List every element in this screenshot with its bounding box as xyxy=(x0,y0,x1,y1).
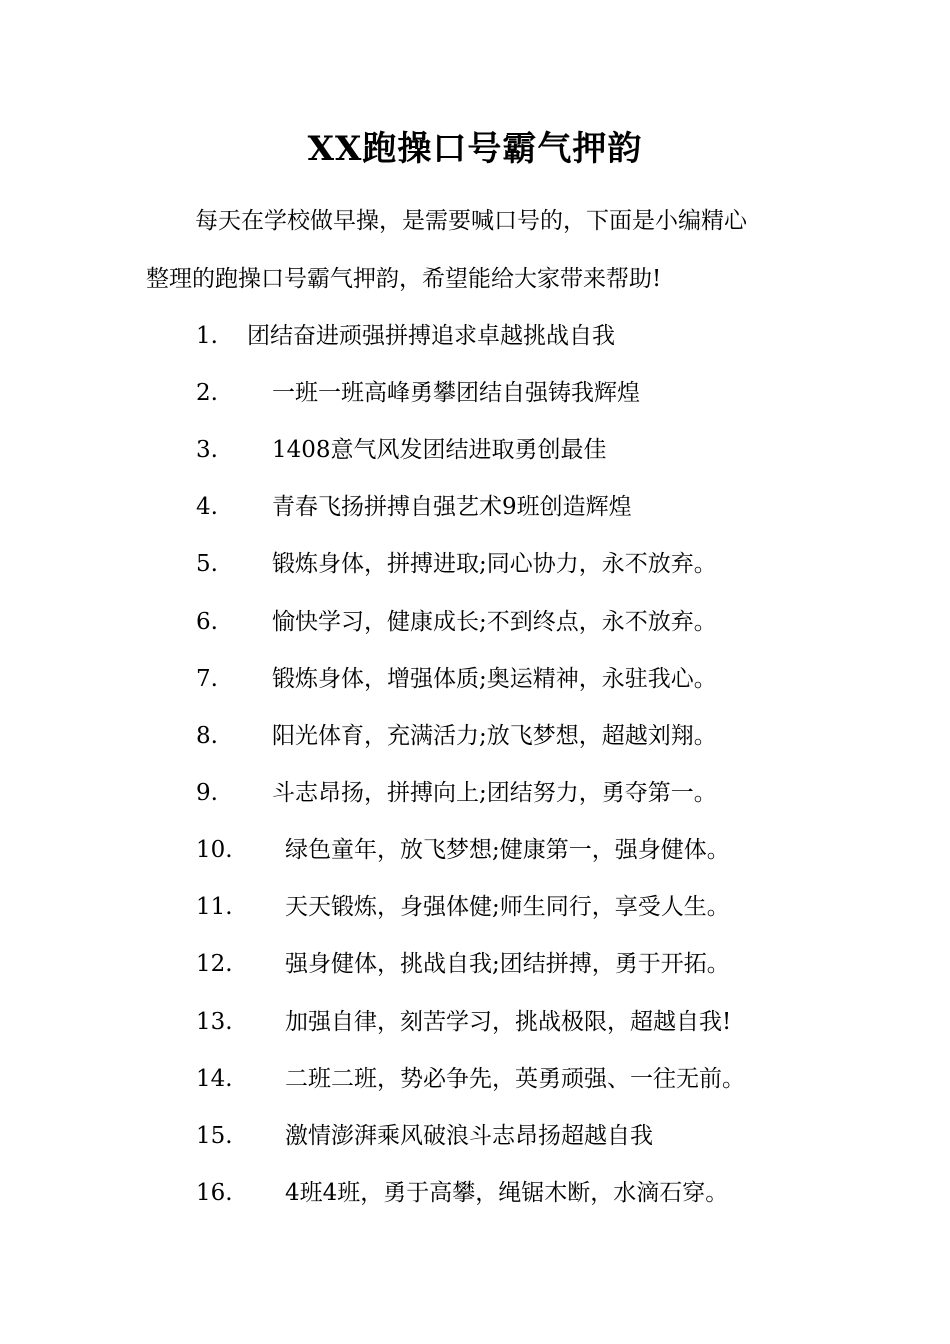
list-item-number: 2. xyxy=(196,380,218,406)
list-item xyxy=(0,1177,950,1209)
list-item xyxy=(0,663,950,695)
list-item xyxy=(0,491,950,523)
list-item-number: 11. xyxy=(196,894,233,920)
list-item xyxy=(0,377,950,409)
list-item-text: 1408意气风发团结进取勇创最佳 xyxy=(272,437,607,463)
list-item-text: 锻炼身体，增强体质;奥运精神，永驻我心。 xyxy=(272,666,717,692)
list-item-text: 加强自律，刻苦学习，挑战极限，超越自我! xyxy=(285,1009,732,1035)
intro-line-2: 整理的跑操口号霸气押韵，希望能给大家带来帮助! xyxy=(146,266,662,292)
list-item-text: 天天锻炼，身强体健;师生同行，享受人生。 xyxy=(285,894,730,920)
list-item-number: 5. xyxy=(196,551,218,577)
list-item xyxy=(0,1120,950,1152)
list-item-number: 3. xyxy=(196,437,218,463)
list-item xyxy=(0,891,950,923)
list-item-number: 9. xyxy=(196,780,218,806)
list-item xyxy=(0,606,950,638)
list-item xyxy=(0,777,950,809)
list-item-text: 激情澎湃乘风破浪斗志昂扬超越自我 xyxy=(285,1123,653,1149)
list-item-text: 愉快学习，健康成长;不到终点，永不放弃。 xyxy=(272,609,717,635)
list-item-text: 锻炼身体，拼搏进取;同心协力，永不放弃。 xyxy=(272,551,717,577)
list-item-number: 10. xyxy=(196,837,233,863)
list-item xyxy=(0,1063,950,1095)
list-item-number: 16. xyxy=(196,1180,233,1206)
list-item xyxy=(0,1006,950,1038)
list-item-number: 1. xyxy=(196,323,218,349)
list-item xyxy=(0,434,950,466)
list-item-text: 绿色童年，放飞梦想;健康第一，强身健体。 xyxy=(285,837,730,863)
list-item-text: 青春飞扬拼搏自强艺术9班创造辉煌 xyxy=(272,494,632,520)
list-item-text: 阳光体育，充满活力;放飞梦想，超越刘翔。 xyxy=(272,723,717,749)
list-item-number: 7. xyxy=(196,666,218,692)
list-item xyxy=(0,548,950,580)
list-item-text: 斗志昂扬，拼搏向上;团结努力，勇夺第一。 xyxy=(272,780,717,806)
list-item-number: 4. xyxy=(196,494,218,520)
document-title: XX跑操口号霸气押韵 xyxy=(307,129,643,169)
list-item-text: 强身健体，挑战自我;团结拼搏，勇于开拓。 xyxy=(285,951,730,977)
list-item-text: 4班4班，勇于高攀，绳锯木断，水滴石穿。 xyxy=(285,1180,729,1206)
intro-line-1: 每天在学校做早操，是需要喊口号的，下面是小编精心 xyxy=(195,208,747,234)
list-item-number: 6. xyxy=(196,609,218,635)
list-item-number: 14. xyxy=(196,1066,233,1092)
list-item-number: 15. xyxy=(196,1123,233,1149)
list-item-number: 13. xyxy=(196,1009,233,1035)
list-item-text: 团结奋进顽强拼搏追求卓越挑战自我 xyxy=(247,323,615,349)
list-item xyxy=(0,320,950,352)
list-item xyxy=(0,948,950,980)
list-item-number: 12. xyxy=(196,951,233,977)
list-item-number: 8. xyxy=(196,723,218,749)
list-item-text: 二班二班，势必争先，英勇顽强、一往无前。 xyxy=(285,1066,745,1092)
list-item xyxy=(0,834,950,866)
list-item-text: 一班一班高峰勇攀团结自强铸我辉煌 xyxy=(272,380,640,406)
list-item xyxy=(0,720,950,752)
